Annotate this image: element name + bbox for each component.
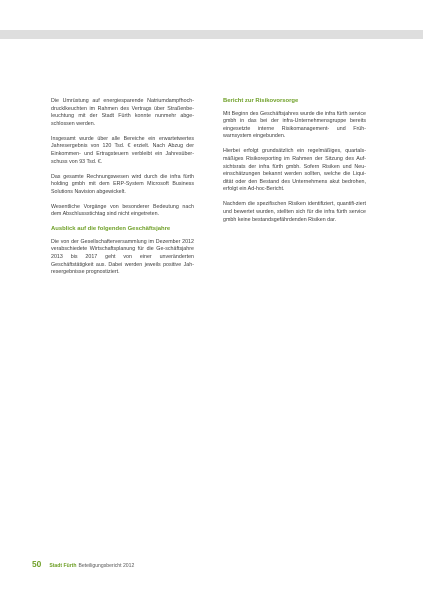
body-paragraph: Die von der Gesellschafterversammlung im Dezember 2012 verabschiedete Wirtschaftsplanung für die Ge-schäftsjahre 2013 bis 2017 geht von einer unveränderten Geschäftstätigkeit aus. Dabei werden jeweils positive Jah-resergebnisse prognostiziert. <box>51 238 194 276</box>
footer-title: Beteiligungsbericht 2012 <box>78 563 135 569</box>
left-text-column <box>51 98 194 284</box>
header-band <box>0 30 423 39</box>
section-heading-outlook: Ausblick auf die folgenden Geschäftsjahre <box>51 226 171 233</box>
footer-brand: Stadt Fürth <box>49 563 77 569</box>
body-paragraph: Mit Beginn des Geschäftsjahres wurde die infra fürth service gmbh in das bei der infra-Unternehmensgruppe bereits eingesetzte interne Risikomanagement- und Früh-warnsystem eingebunden. <box>223 110 366 140</box>
page-footer <box>32 559 134 569</box>
right-text-column <box>223 98 366 231</box>
body-paragraph: Wesentliche Vorgänge von besonderer Bedeutung nach dem Abschlussstichtag sind nicht eingetreten. <box>51 203 194 218</box>
body-paragraph: Nachdem die spezifischen Risiken identifiziert, quantifi-ziert und bewertet wurden, stellten sich für die infra fürth service gmbh keine bestandsgefährdenden Risiken dar. <box>223 201 366 223</box>
body-paragraph: Das gesamte Rechnungswesen wird durch die infra fürth holding gmbh mit dem ERP-System Microsoft Business Solutions Navision abgewickelt. <box>51 173 194 195</box>
section-heading-risk: Bericht zur Risikovorsorge <box>223 98 299 104</box>
page-number: 50 <box>32 559 42 569</box>
body-paragraph: Hierbei erfolgt grundsätzlich ein regelmäßiges, quartals-mäßiges Risikoreporting im Rahmen der Sitzung des Auf-sichtsrats der infra fürth gmbh. Sofern Risiken und Neu-einschätzungen bekannt werden sollten, welche die Liqui-dität oder den Bestand des Unternehmens akut bedrohen, erfolgt ein Ad-hoc-Bericht. <box>223 148 366 193</box>
body-paragraph: Insgesamt wurde über alle Bereiche ein erwartetwertes Jahresergebnis von 120 Tsd. € erzielt. Nach Abzug der Einkommen- und Ertragsteuern verbleibt ein Jahresüber-schuss von 93 Tsd. €. <box>51 135 194 165</box>
body-paragraph: Die Umrüstung auf energiesparende Natriumdampfhoch-drucklkeuchten im Rahmen des Vertrags über Straßenbe-leuchtung mit der Stadt Fürth konnte nunmehr abge-schlossen werden. <box>51 98 194 127</box>
